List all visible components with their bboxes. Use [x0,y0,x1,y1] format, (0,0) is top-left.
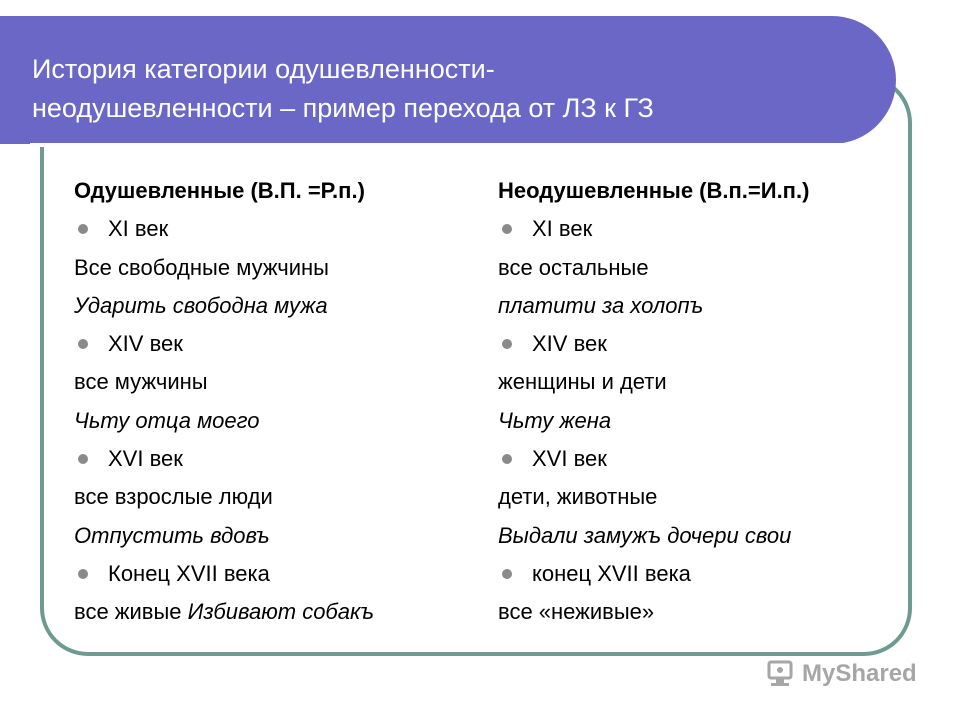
bullet-dot-icon [502,569,512,579]
bullet-dot-icon [502,339,512,349]
list-item-text: Все свободные мужчины [74,254,329,280]
watermark-text: MyShared [802,660,917,687]
example-phrase [74,517,494,555]
bullet-dot-icon [78,339,88,349]
inanimate-column [498,172,918,632]
animate-column [74,172,494,632]
list-item-text: Отпустить вдовъ [74,522,270,548]
list-item-text: XVI век [108,446,183,472]
example-phrase [74,287,494,325]
slide-title-line-2: неодушевленности – пример перехода от ЛЗ к ГЗ [32,93,654,123]
list-item [74,249,494,287]
list-item-text: XI век [532,216,593,242]
century-bullet-item [74,555,494,593]
title-underline [30,143,848,147]
example-phrase [498,517,918,555]
example-phrase [498,402,918,440]
bullet-dot-icon [502,224,512,234]
list-item-text: платити за холопъ [498,292,704,318]
example-phrase [498,287,918,325]
list-item-text: XIV век [532,331,607,357]
bullet-dot-icon [78,224,88,234]
list-item-text: все живые [74,599,188,625]
century-bullet-item [74,325,494,363]
title-banner [0,16,896,144]
bullet-dot-icon [78,569,88,579]
list-item-text: все «неживые» [498,599,655,625]
list-item-text: XIV век [108,331,183,357]
list-item-text: Ударить свободна мужа [74,292,328,318]
myshared-logo-icon [766,660,796,688]
list-item-text: XVI век [532,446,607,472]
list-item [498,249,918,287]
list-item-text: Чьту жена [498,407,612,433]
list-item-text: Чьту отца моего [74,407,260,433]
list-item-text: все взрослые люди [74,484,273,510]
bullet-dot-icon [502,454,512,464]
slide-title [32,50,872,128]
bullet-dot-icon [78,454,88,464]
list-item-text: все мужчины [74,369,208,395]
list-item [498,363,918,401]
century-bullet-item [74,440,494,478]
myshared-watermark [766,656,917,692]
century-bullet-item [74,210,494,248]
list-item [498,593,918,631]
list-item [74,363,494,401]
century-bullet-item [498,210,918,248]
list-item-text: Выдали замужъ дочери свои [498,522,792,548]
column-heading: Неодушевленные (В.п.=И.п.) [498,178,810,203]
list-item [498,478,918,516]
century-bullet-item [498,325,918,363]
list-item-text: женщины и дети [498,369,667,395]
list-item-text: Конец XVII века [108,560,270,586]
list-item-example: Избивают собакъ [187,599,375,625]
column-heading: Одушевленные (В.П. =Р.п.) [74,178,365,203]
century-bullet-item [498,440,918,478]
century-bullet-item [498,555,918,593]
list-item [74,593,494,631]
list-item-text: конец XVII века [532,560,691,586]
list-item-text: дети, животные [498,484,658,510]
slide-title-line-1: История категории одушевленности- [32,54,495,84]
list-item-text: XI век [108,216,169,242]
example-phrase [74,402,494,440]
list-item [74,478,494,516]
list-item-text: все остальные [498,254,649,280]
